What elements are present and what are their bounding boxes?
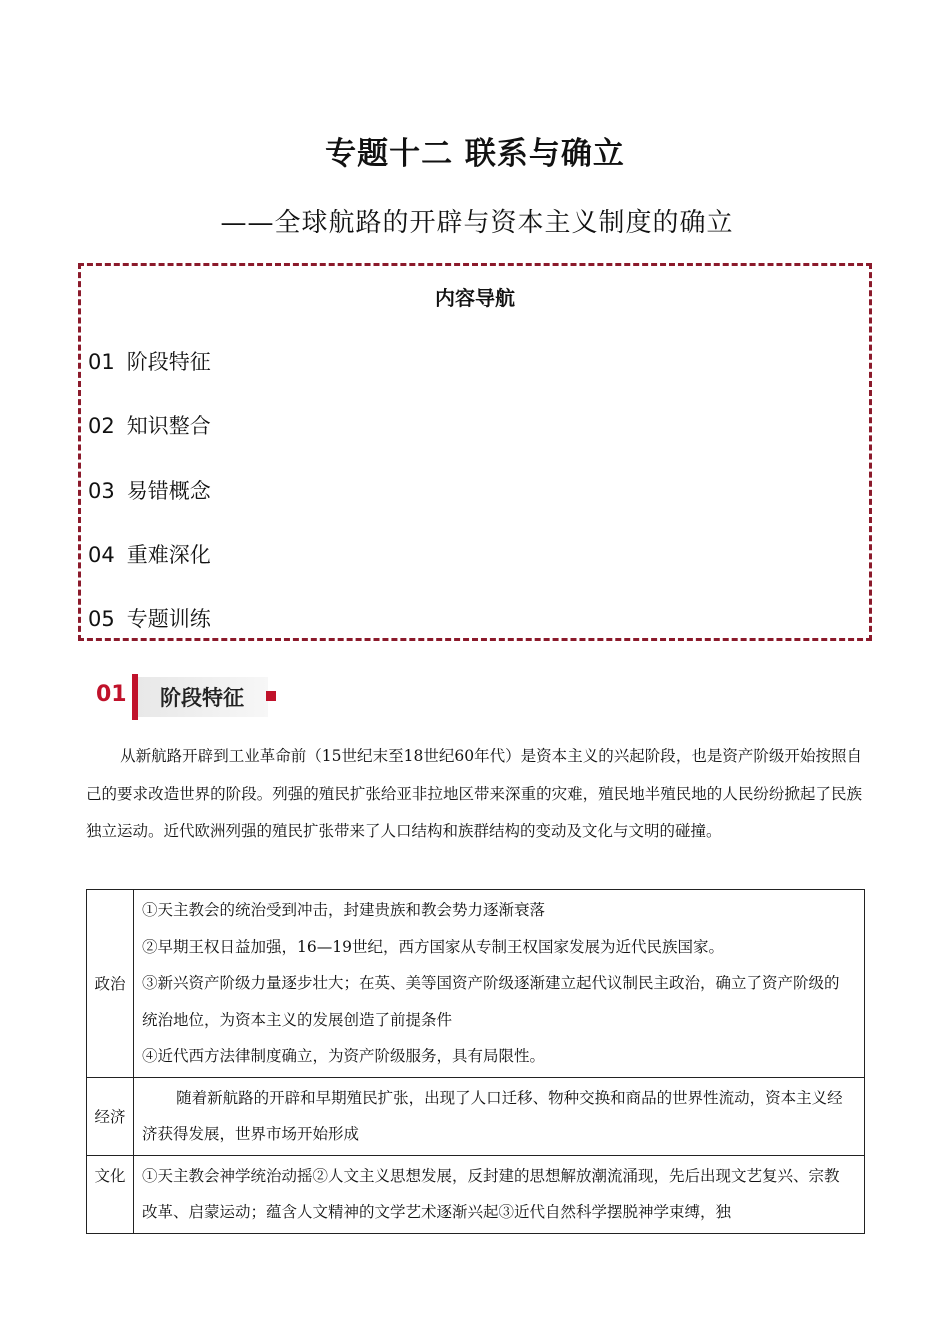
row-content [134,1077,865,1155]
row-content [134,890,865,1078]
nav-item-knowledge-integration[interactable] [88,410,211,440]
table-row [87,1077,865,1155]
section-number: 01 [96,682,127,707]
nav-item-key-difficulties[interactable] [88,539,211,569]
nav-item-number: 04 [88,543,115,567]
nav-item-label: 专题训练 [126,607,211,631]
nav-heading: 内容导航 [435,286,515,310]
nav-item-label: 阶段特征 [126,350,211,374]
page-title: 专题十二 联系与确立 [325,136,625,172]
section-square-icon [266,691,276,701]
content-line: ①天主教会神学统治动摇②人文主义思想发展，反封建的思想解放潮流涌现，先后出现文艺复兴、宗教改革、启蒙运动；蕴含人文精神的文学艺术逐渐兴起③近代自然科学摆脱神学束缚，独 [142,1166,840,1221]
nav-item-label: 易错概念 [126,479,211,503]
content-line: 随着新航路的开辟和早期殖民扩张，出现了人口迁移、物种交换和商品的世界性流动，资本主义经济获得发展，世界市场开始形成 [142,1088,843,1143]
section-label: 阶段特征 [160,686,244,710]
row-category: 经济 [87,1077,134,1155]
content-line: ①天主教会的统治受到冲击，封建贵族和教会势力逐渐衰落 [142,901,546,919]
nav-item-label: 重难深化 [126,543,211,567]
content-line: ②早期王权日益加强，16—19世纪，西方国家从专制王权国家发展为近代民族国家。 [142,937,724,956]
nav-item-confusing-concepts[interactable] [88,475,211,505]
nav-item-number: 03 [88,479,115,503]
table-row [87,890,865,1078]
content-navigation-box [78,263,872,641]
stage-features-table [86,889,865,1234]
nav-item-topic-training[interactable] [88,603,211,633]
row-content [134,1155,865,1233]
page-subtitle: ——全球航路的开辟与资本主义制度的确立 [220,208,734,238]
table-row [87,1155,865,1233]
content-line: ④近代西方法律制度确立，为资产阶级服务，具有局限性。 [142,1047,546,1065]
nav-item-label: 知识整合 [126,414,211,438]
row-category: 政治 [87,890,134,1078]
content-line: ③新兴资产阶级力量逐步壮大；在英、美等国资产阶级逐渐建立起代议制民主政治，确立了资产阶级的统治地位，为资本主义的发展创造了前提条件 [142,974,840,1029]
row-category: 文化 [87,1155,134,1233]
nav-item-number: 05 [88,607,115,631]
nav-item-number: 01 [88,350,115,374]
section-banner-stage-features [88,674,288,720]
nav-item-number: 02 [88,414,115,438]
nav-item-stage-features[interactable] [88,346,211,376]
intro-paragraph: 从新航路开辟到工业革命前（15世纪末至18世纪60年代）是资本主义的兴起阶段，也是资产阶级开始按照自己的要求改造世界的阶段。列强的殖民扩张给亚非拉地区带来深重的灾难，殖民地半殖民地的人民纷纷掀起了民族独立运动。近代欧洲列强的殖民扩张带来了人口结构和族群结构的变动及文化与文明的碰撞。 [86,747,862,840]
